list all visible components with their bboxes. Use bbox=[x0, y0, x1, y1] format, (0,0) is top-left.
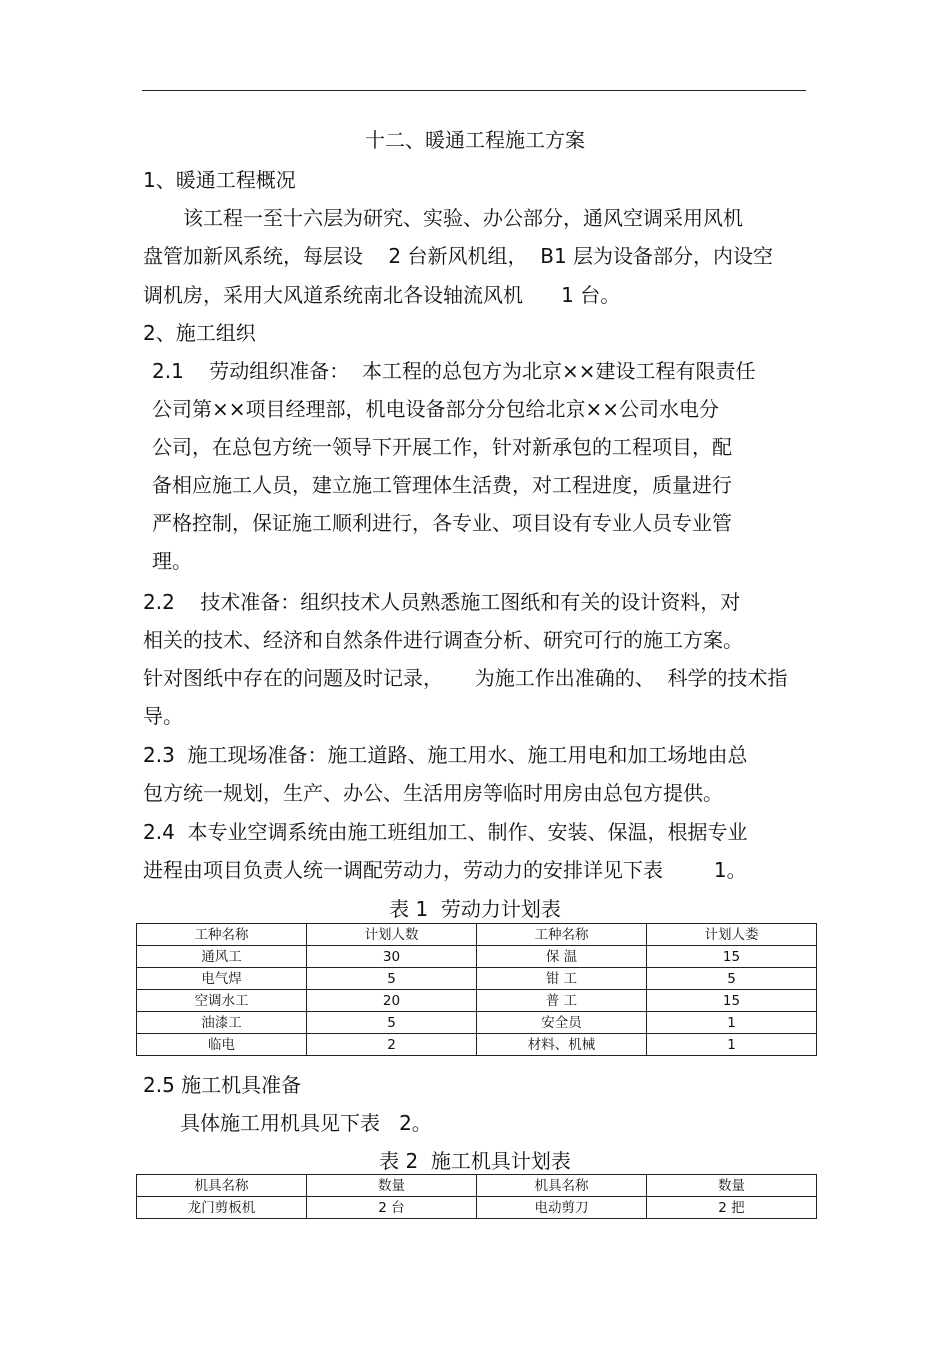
table-cell: 15 bbox=[647, 946, 817, 968]
table-cell: 材料、机械 bbox=[477, 1034, 647, 1056]
header-cell: 数量 bbox=[647, 1175, 817, 1197]
table-row bbox=[137, 1197, 817, 1219]
header-cell: 计划人娄 bbox=[647, 924, 817, 946]
table-row bbox=[137, 968, 817, 990]
paragraph-line: 调机房，采用大风道系统南北各设轴流风机 1 台。 bbox=[143, 283, 621, 307]
paragraph-line: 理。 bbox=[152, 549, 192, 573]
table-cell: 龙门剪板机 bbox=[137, 1197, 307, 1219]
table-cell: 空调水工 bbox=[137, 990, 307, 1012]
paragraph-line: 包方统一规划，生产、办公、生活用房等临时用房由总包方提供。 bbox=[143, 781, 723, 805]
header-cell: 计划人数 bbox=[307, 924, 477, 946]
paragraph-line: 该工程一至十六层为研究、实验、办公部分，通风空调采用风机 bbox=[183, 206, 743, 230]
table-header-row bbox=[137, 1175, 817, 1197]
paragraph-line: 公司第××项目经理部，机电设备部分分包给北京××公司水电分 bbox=[152, 397, 720, 421]
header-cell: 机具名称 bbox=[477, 1175, 647, 1197]
paragraph-line: 2.2 技术准备：组织技术人员熟悉施工图纸和有关的设计资料，对 bbox=[143, 590, 741, 614]
paragraph-line: 导。 bbox=[143, 704, 183, 728]
header-cell: 工种名称 bbox=[137, 924, 307, 946]
table-cell: 2 把 bbox=[647, 1197, 817, 1219]
table-cell: 5 bbox=[647, 968, 817, 990]
table-cell: 通风工 bbox=[137, 946, 307, 968]
table-row bbox=[137, 1012, 817, 1034]
table-cell: 1 bbox=[647, 1034, 817, 1056]
table-row bbox=[137, 946, 817, 968]
table-cell: 5 bbox=[307, 968, 477, 990]
table-cell: 电动剪刀 bbox=[477, 1197, 647, 1219]
heading-equipment: 2.5 施工机具准备 bbox=[143, 1073, 302, 1097]
table-cell: 安全员 bbox=[477, 1012, 647, 1034]
header-rule bbox=[142, 90, 806, 91]
paragraph-line: 盘管加新风系统，每层设 2 台新风机组， B1 层为设备部分，内设空 bbox=[143, 244, 774, 268]
paragraph-line: 备相应施工人员，建立施工管理体生活费，对工程进度，质量进行 bbox=[152, 473, 732, 497]
table1-caption: 表 1 劳动力计划表 bbox=[389, 897, 561, 921]
table-cell: 普 工 bbox=[477, 990, 647, 1012]
table-header-row bbox=[137, 924, 817, 946]
table-row bbox=[137, 1034, 817, 1056]
table-cell: 电气焊 bbox=[137, 968, 307, 990]
paragraph-line: 针对图纸中存在的问题及时记录， 为施工作出准确的、 科学的技术指 bbox=[143, 666, 788, 690]
paragraph-line: 2.4 本专业空调系统由施工班组加工、制作、安装、保温，根据专业 bbox=[143, 820, 748, 844]
labor-plan-table bbox=[136, 923, 817, 1056]
table-cell: 钳 工 bbox=[477, 968, 647, 990]
paragraph-line: 进程由项目负责人统一调配劳动力，劳动力的安排详见下表 1。 bbox=[143, 858, 747, 882]
paragraph-line: 严格控制，保证施工顺利进行，各专业、项目设有专业人员专业管 bbox=[152, 511, 732, 535]
table-cell: 15 bbox=[647, 990, 817, 1012]
header-cell: 工种名称 bbox=[477, 924, 647, 946]
section-title: 十二、暖通工程施工方案 bbox=[365, 128, 585, 152]
header-cell: 机具名称 bbox=[137, 1175, 307, 1197]
table2-caption: 表 2 施工机具计划表 bbox=[379, 1149, 571, 1173]
heading-organization: 2、施工组织 bbox=[143, 321, 256, 345]
table-cell: 临电 bbox=[137, 1034, 307, 1056]
table-cell: 油漆工 bbox=[137, 1012, 307, 1034]
table-cell: 2 台 bbox=[307, 1197, 477, 1219]
paragraph-line: 2.3 施工现场准备：施工道路、施工用水、施工用电和加工场地由总 bbox=[143, 743, 748, 767]
table-cell: 1 bbox=[647, 1012, 817, 1034]
header-cell: 数量 bbox=[307, 1175, 477, 1197]
paragraph-line: 相关的技术、经济和自然条件进行调查分析、研究可行的施工方案。 bbox=[143, 628, 743, 652]
heading-overview: 1、暖通工程概况 bbox=[143, 168, 296, 192]
paragraph-line: 具体施工用机具见下表 2。 bbox=[180, 1111, 432, 1135]
equipment-plan-table bbox=[136, 1174, 817, 1219]
table-cell: 5 bbox=[307, 1012, 477, 1034]
paragraph-line: 2.1 劳动组织准备： 本工程的总包方为北京××建设工程有限责任 bbox=[152, 359, 756, 383]
table-cell: 20 bbox=[307, 990, 477, 1012]
table-cell: 30 bbox=[307, 946, 477, 968]
table-cell: 保 温 bbox=[477, 946, 647, 968]
table-row bbox=[137, 990, 817, 1012]
table-cell: 2 bbox=[307, 1034, 477, 1056]
paragraph-line: 公司，在总包方统一领导下开展工作，针对新承包的工程项目，配 bbox=[152, 435, 732, 459]
